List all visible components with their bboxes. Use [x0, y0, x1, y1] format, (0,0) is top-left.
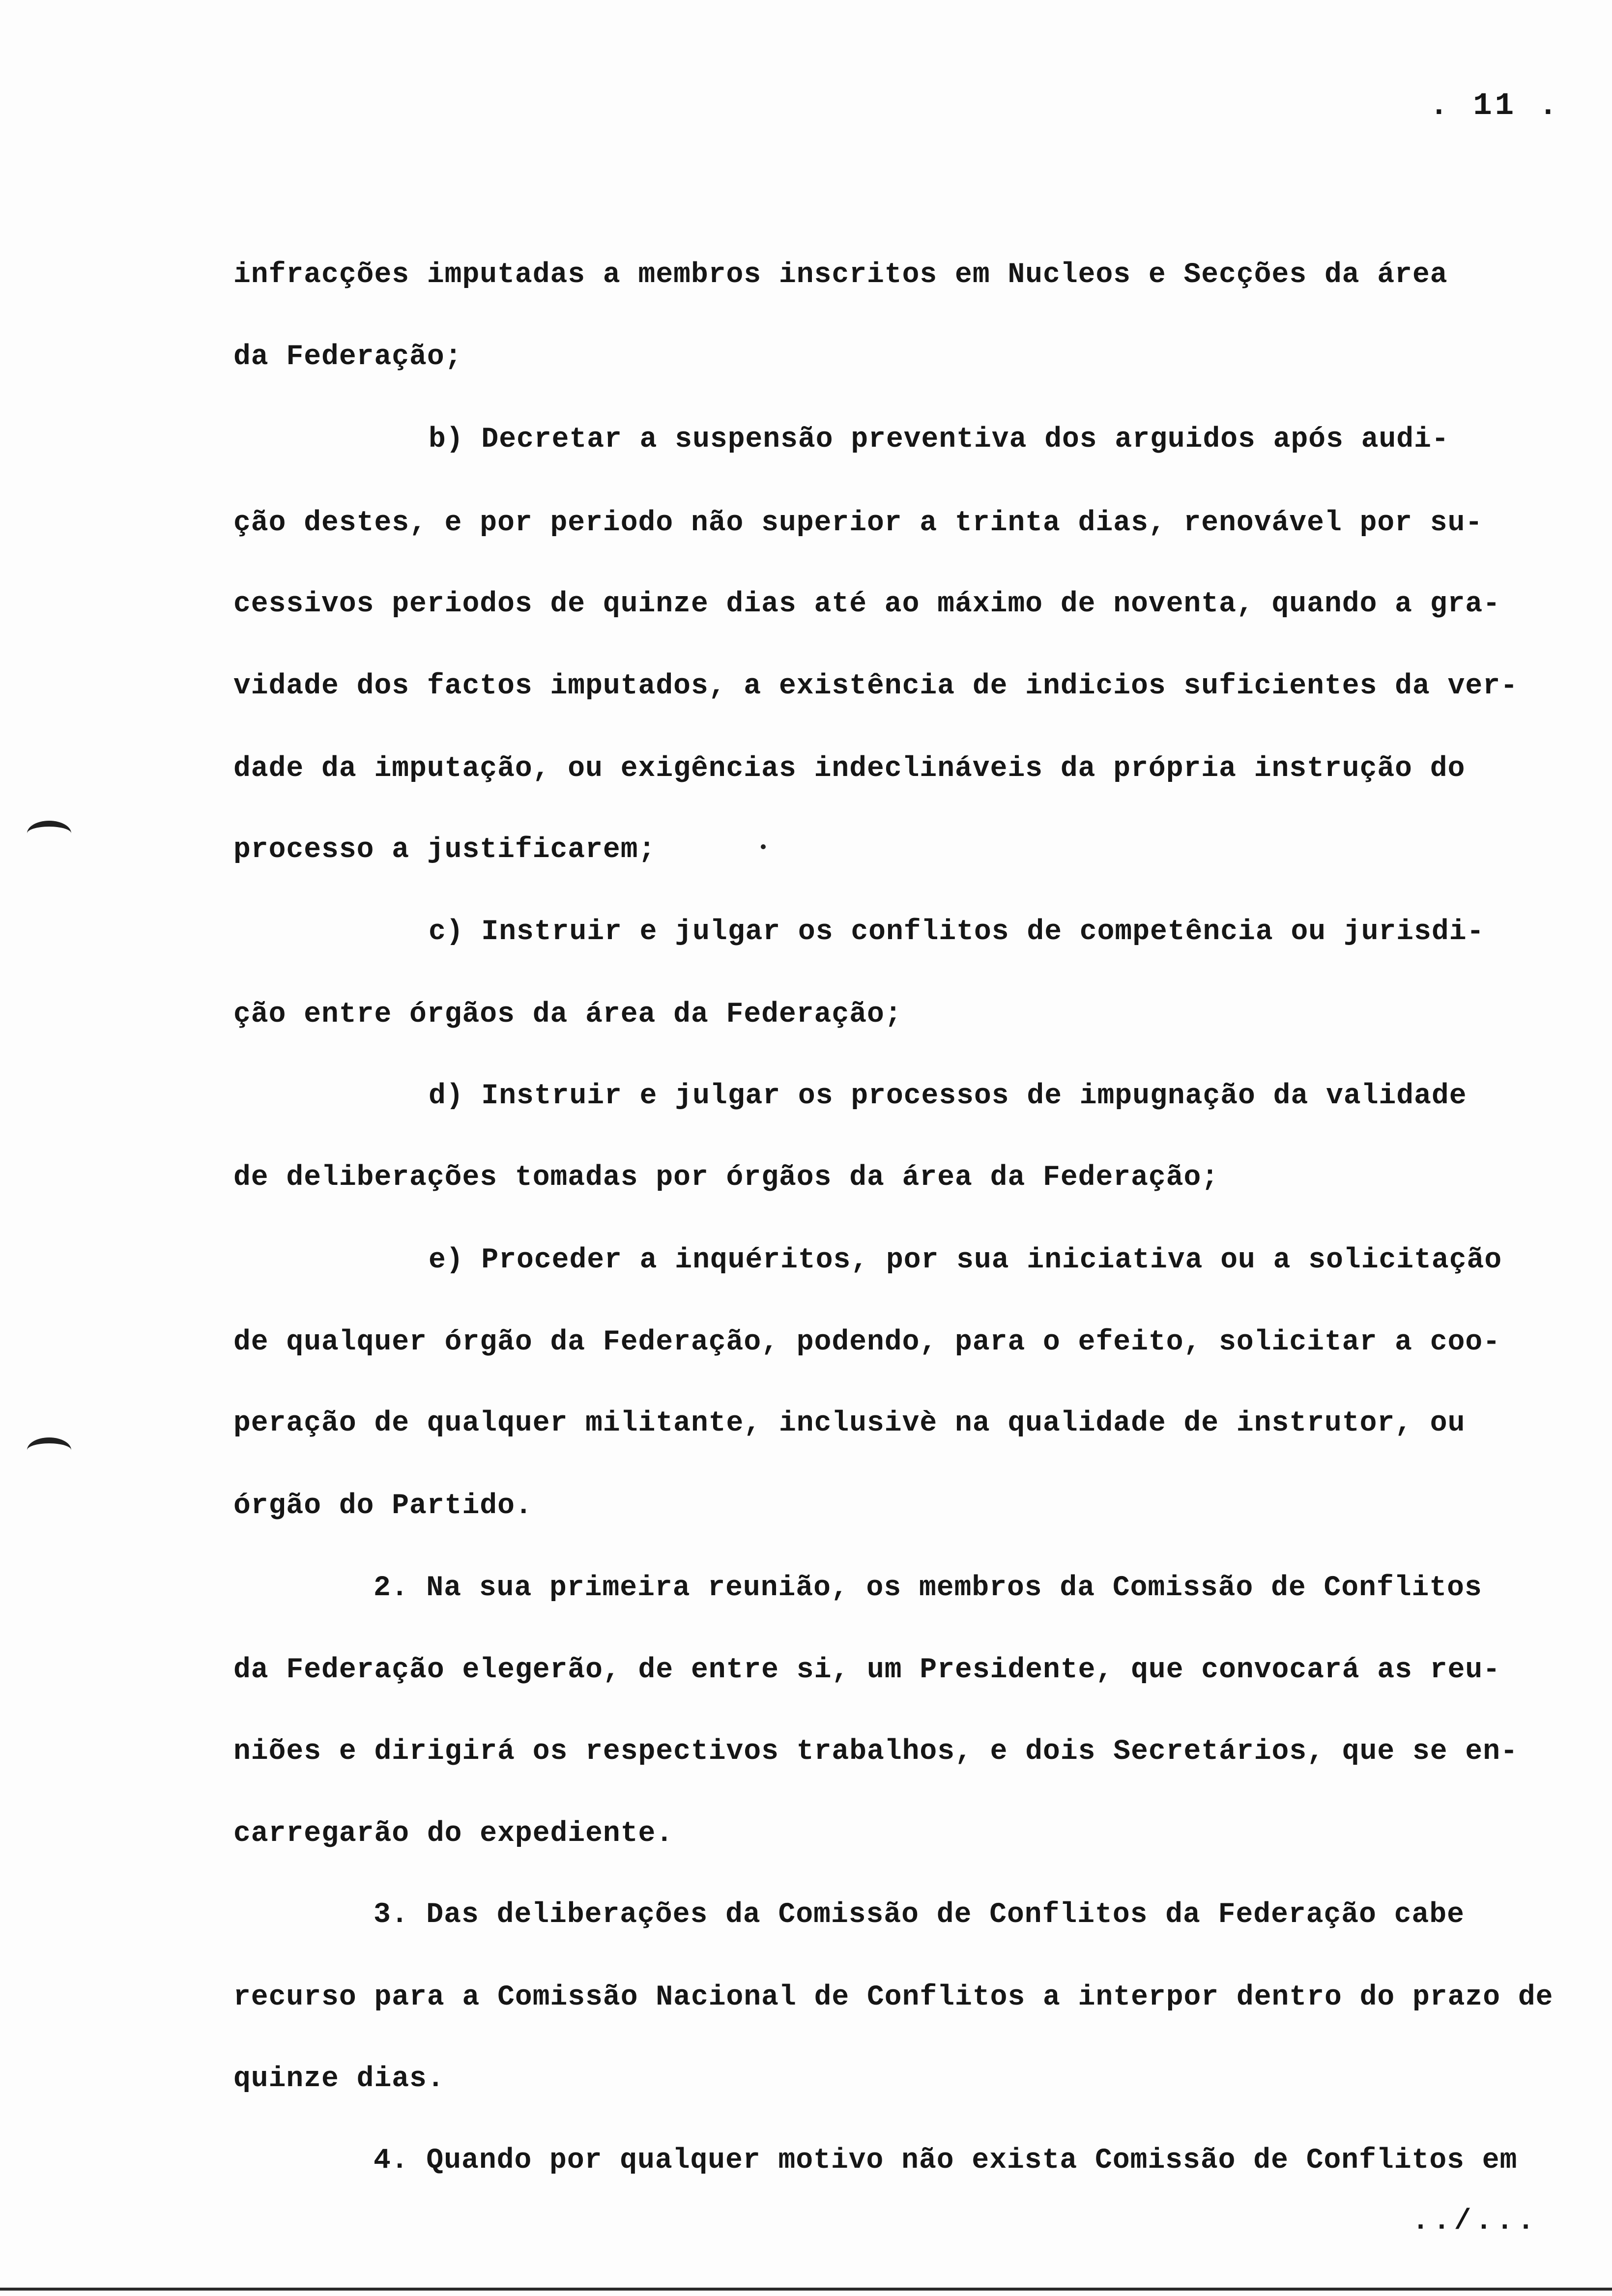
- text-line: d) Instruir e julgar os processos de impugnação da validade: [429, 1080, 1467, 1112]
- text-line: 4. Quando por qualquer motivo não exista Comissão de Conflitos em: [374, 2145, 1518, 2177]
- text-line: ção entre órgãos da área da Federação;: [233, 999, 902, 1031]
- text-line: de deliberações tomadas por órgãos da área da Federação;: [233, 1162, 1219, 1194]
- text-line: da Federação;: [233, 341, 462, 373]
- text-line: dade da imputação, ou exigências indeclináveis da própria instrução do: [233, 753, 1466, 785]
- text-line: carregarão do expediente.: [233, 1818, 674, 1850]
- text-line: infracções imputadas a membros inscritos em Nucleos e Secções da área: [233, 259, 1448, 291]
- text-line: b) Decretar a suspensão preventiva dos arguidos após audi-: [429, 424, 1449, 456]
- page-number: . 11 .: [1429, 88, 1560, 124]
- continuation-marker: ../...: [1412, 2206, 1538, 2238]
- text-line: quinze dias.: [233, 2063, 445, 2095]
- text-line: da Federação elegerão, de entre si, um Presidente, que convocará as reu-: [233, 1654, 1501, 1686]
- text-line: recurso para a Comissão Nacional de Conflitos a interpor dentro do prazo de: [233, 1981, 1554, 2013]
- text-line: órgão do Partido.: [233, 1490, 533, 1522]
- stray-mark: [761, 844, 766, 849]
- text-line: processo a justificarem;: [233, 834, 656, 866]
- text-line: cessivos periodos de quinze dias até ao máximo de noventa, quando a gra-: [233, 588, 1501, 620]
- text-line: 3. Das deliberações da Comissão de Conflitos da Federação cabe: [374, 1899, 1465, 1931]
- text-line: vidade dos factos imputados, a existência de indicios suficientes da ver-: [233, 670, 1518, 702]
- bottom-edge-rule: [0, 2288, 1612, 2291]
- punch-hole-mark: [27, 1437, 71, 1463]
- text-line: peração de qualquer militante, inclusivè na qualidade de instrutor, ou: [233, 1407, 1466, 1439]
- text-line: e) Proceder a inquéritos, por sua iniciativa ou a solicitação: [429, 1244, 1502, 1276]
- text-line: ção destes, e por periodo não superior a trinta dias, renovável por su-: [233, 507, 1483, 539]
- text-line: c) Instruir e julgar os conflitos de competência ou jurisdi-: [429, 916, 1485, 948]
- text-line: de qualquer órgão da Federação, podendo, para o efeito, solicitar a coo-: [233, 1326, 1501, 1358]
- text-line: 2. Na sua primeira reunião, os membros da Comissão de Conflitos: [374, 1572, 1482, 1604]
- punch-hole-mark: [27, 821, 71, 846]
- text-line: niões e dirigirá os respectivos trabalhos, e dois Secretários, que se en-: [233, 1736, 1518, 1768]
